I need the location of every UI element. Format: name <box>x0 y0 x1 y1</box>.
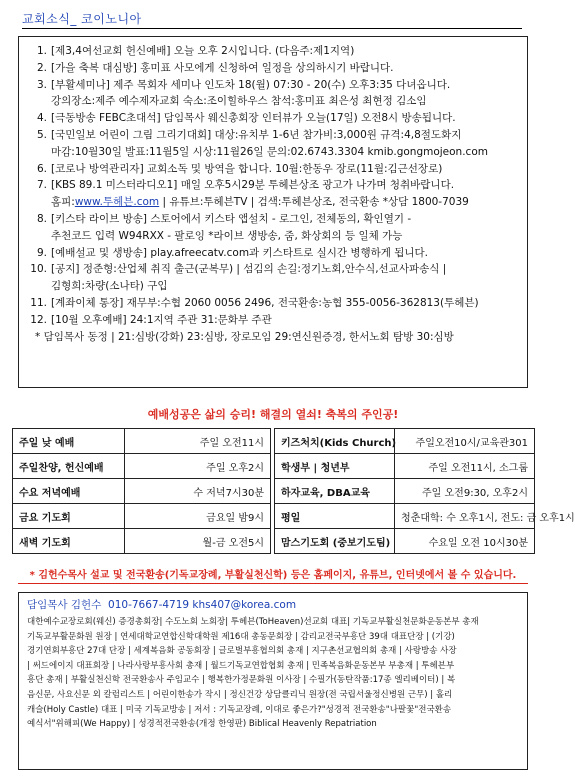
notice-text: [10월 오후예배] 24:1지역 주관 31:문화부 주관 <box>51 313 272 326</box>
notice-number: 10. <box>30 263 47 276</box>
notice-number: 2. <box>36 61 47 74</box>
schedule-left-time: 수 저녁7시30분 <box>125 479 271 504</box>
notice-text: [제3,4여선교회 헌신예배] 오늘 오후 2시입니다. (다음주:제1지역) <box>51 45 355 57</box>
schedule-row <box>13 479 535 504</box>
schedule-right-label: 맘스기도회 (중보기도팀) <box>275 529 395 554</box>
slogan: 예배성공은 삶의 승리! 해결의 열쇠! 축복의 주인공! <box>147 408 399 421</box>
notice-number: 9. <box>36 246 47 259</box>
schedule-left-label: 주일 낮 예배 <box>13 429 125 454</box>
notice-item-11 <box>27 295 523 312</box>
notice-item-4 <box>27 110 523 127</box>
schedule-left-time: 월-금 오전5시 <box>125 529 271 554</box>
notice-number: 4. <box>36 112 47 125</box>
pastor-name: 담임목사 김헌수 <box>27 599 102 611</box>
schedule-row <box>13 429 535 454</box>
schedule-left-time: 주일 오전11시 <box>125 429 271 454</box>
pastor-bio-line: 기독교부활문화원 원장 | 연세대학교연합신학대학원 제16대 총동문회장 | 감리교전국부흥단 39대 대표단장 | (기강) <box>27 631 455 642</box>
schedule-right-time: 청춘대학: 수 오후1시, 전도: 금 오후1시 <box>395 504 535 529</box>
notice-text: [극동방송 FEBC초대석] 담임목사 웨신총회장 인터뷰가 오늘(17일) 오전8시 방송됩니다. <box>51 112 456 125</box>
schedule-row <box>13 504 535 529</box>
worship-schedule-table <box>12 428 575 554</box>
title-underline <box>22 28 522 29</box>
notice-number: 3. <box>36 78 47 91</box>
notice-text: [키스타 라이브 방송] 스토어에서 키스타 앱설치 - 로그인, 전체동의, 확인열기 - <box>51 212 412 225</box>
notice-number: 7. <box>36 179 47 192</box>
notice-text: [코로나 방역관리자] 교회소독 및 방역을 합니다. 10월:한동우 장로(11월:김근선장로) <box>51 162 443 175</box>
pastor-bio-line: 예식서"위해피(We Happy) | 성경적전국환송(개정 한영판) Biblical Heavenly Repatriation <box>27 719 377 730</box>
notice-text: [예배설교 및 생방송] play.afreecatv.com과 키스타트로 실시간 병행하게 됩니다. <box>51 246 429 259</box>
notice-continuation: 마감:10월30일 발표:11월5일 시상:11월26일 문의:02.6743.3304 kmib.gongmojeon.com <box>51 145 488 158</box>
schedule-left-time: 금요일 밤9시 <box>125 504 271 529</box>
pastor-visitation-note: * 담임목사 동정 | 21:심방(강화) 23:심방, 장로모임 29:연신원증경, 한서노회 탐방 30:심방 <box>35 330 454 343</box>
schedule-right-label: 학생부 | 청년부 <box>275 454 395 479</box>
notice-number: 8. <box>36 212 47 225</box>
schedule-right-time: 주일오전10시/교육관301 <box>395 429 535 454</box>
red-divider <box>18 583 528 584</box>
notice-item-7 <box>27 177 523 194</box>
pastor-bio-line: | 써드에이지 대표회장 | 나라사랑부흥사회 총재 | 월드기독교연합협회 총재 | 민족복음화운동본부 부총재 | 투헤븐부 <box>27 660 455 671</box>
homepage-label: 홈피: <box>51 196 75 209</box>
schedule-left-label: 주일찬양, 헌신예배 <box>13 454 125 479</box>
notice-item-9 <box>27 245 523 262</box>
pastor-header <box>27 597 296 612</box>
notice-item-6 <box>27 161 523 178</box>
notice-text: | 유튜브:투헤븐TV | 검색:투헤븐상조, 전국환송 *상담 1800-7039 <box>159 196 469 209</box>
schedule-left-label: 수요 저녁예배 <box>13 479 125 504</box>
notice-item-1 <box>27 43 523 60</box>
schedule-left-label: 금요 기도회 <box>13 504 125 529</box>
schedule-right-label: 키즈처치(Kids Church) <box>275 429 395 454</box>
pastor-bio-line: 대한예수교장로회(웨신) 증경총회장| 수도노회 노회장| 투헤븐(ToHeaven)선교회 대표| 기독교부활실천문화운동본부 총재 <box>27 617 479 627</box>
notice-continuation: 강의장소:제주 예수제자교회 숙소:조이힐하우스 참석:홍미표 최은성 최현정 김소임 <box>51 95 427 108</box>
section-title: 교회소식_ 코이노니아 <box>22 12 142 26</box>
pastor-bio-line: 음신문, 사요신문 외 칼럼리스트 | 어린이한송가 작시 | 정신건강 상담클리닉 원장(전 국립서울정신병원 근무) | 홀리 <box>27 689 453 700</box>
notice-continuation: 추천코드 입력 W94RXX - 팔로잉 *라이브 생방송, 줌, 화상회의 등 일체 가능 <box>51 229 403 242</box>
notice-item-10 <box>27 261 523 278</box>
pastor-profile-box <box>18 592 528 770</box>
notice-text: [KBS 89.1 미스터라디오1] 매일 오후5시29분 투헤븐상조 광고가 나가며 청취바랍니다. <box>51 179 455 192</box>
pastor-bio <box>27 615 521 732</box>
media-notice: * 김헌수목사 설교 및 전국환송(기독교장례, 부활실천신학) 등은 홈페이지, 유튜브, 인터넷에서 볼 수 있습니다. <box>29 570 517 581</box>
notice-text: [부활세미나] 제주 목회자 세미나 인도차 18(월) 07:30 - 20(수) 오후3:35 다녀옵니다. <box>51 78 451 91</box>
notice-text: [국민일보 어린이 그림 그리기대회] 대상:유치부 1-6년 참가비:3,000원 규격:4,8절도화지 <box>51 128 462 141</box>
pastor-bio-line: 캐슬(Holy Castle) 대표 | 미국 기독교방송 | 저서 : 기독교장례, 이대로 좋은가?"성경적 전국환송"나팔꽃"전국환송 <box>27 704 452 715</box>
notice-item-8 <box>27 211 523 228</box>
notice-number: 11. <box>30 296 47 309</box>
notice-item-5 <box>27 127 523 144</box>
notice-continuation: 김형희:차량(소나타) 구입 <box>51 280 168 293</box>
notice-text: [계좌이체 통장] 재무부:수협 2060 0056 2496, 전국환송:농협 355-0056-362813(투헤븐) <box>51 296 479 309</box>
homepage-link[interactable]: www.투헤븐.com <box>74 196 160 209</box>
notice-number: 1. <box>36 45 47 57</box>
notice-item-3 <box>27 77 523 94</box>
pastor-contact: 010-7667-4719 khs407@korea.com <box>108 599 297 611</box>
schedule-right-time: 주일 오전9:30, 오후2시 <box>395 479 535 504</box>
schedule-row <box>13 529 535 554</box>
schedule-right-label: 평일 <box>275 504 395 529</box>
notice-number: 5. <box>36 128 47 141</box>
notice-item-2 <box>27 60 523 77</box>
pastor-bio-line: 흥단 총재 | 부활실천신학 전국환송사 주임교수 | 행복한가정문화원 이사장 | 수필가(동탄작품:17종 엘리베이터) | 복 <box>27 675 456 686</box>
notice-list <box>27 43 523 345</box>
schedule-left-label: 새벽 기도회 <box>13 529 125 554</box>
schedule-row <box>13 454 535 479</box>
notice-item-12 <box>27 312 523 329</box>
schedule-left-time: 주일 오후2시 <box>125 454 271 479</box>
notice-text: [가을 축복 대심방] 홍미표 사모에게 신청하여 일정을 상의하시기 바랍니다. <box>51 61 394 74</box>
pastor-bio-line: 경기연회부흥단 27대 단장 | 세계복음화 공동회장 | 글로벌부흥협의회 총재 | 지구촌선교협의회 총재 | 사랑방송 사장 <box>27 646 457 657</box>
schedule-right-label: 하자교육, DBA교육 <box>275 479 395 504</box>
notice-box <box>18 36 528 388</box>
schedule-right-time: 주일 오전11시, 소그룹 <box>395 454 535 479</box>
notice-number: 6. <box>36 162 47 175</box>
notice-number: 12. <box>30 313 47 326</box>
notice-text: [공지] 정준형:산업체 취직 출근(군복무) | 섬김의 손길:정기노회,안수식,선교사파송식 | <box>51 263 447 276</box>
notice-continuation <box>27 194 523 211</box>
schedule-right-time: 수요일 오전 10시30분 <box>395 529 535 554</box>
